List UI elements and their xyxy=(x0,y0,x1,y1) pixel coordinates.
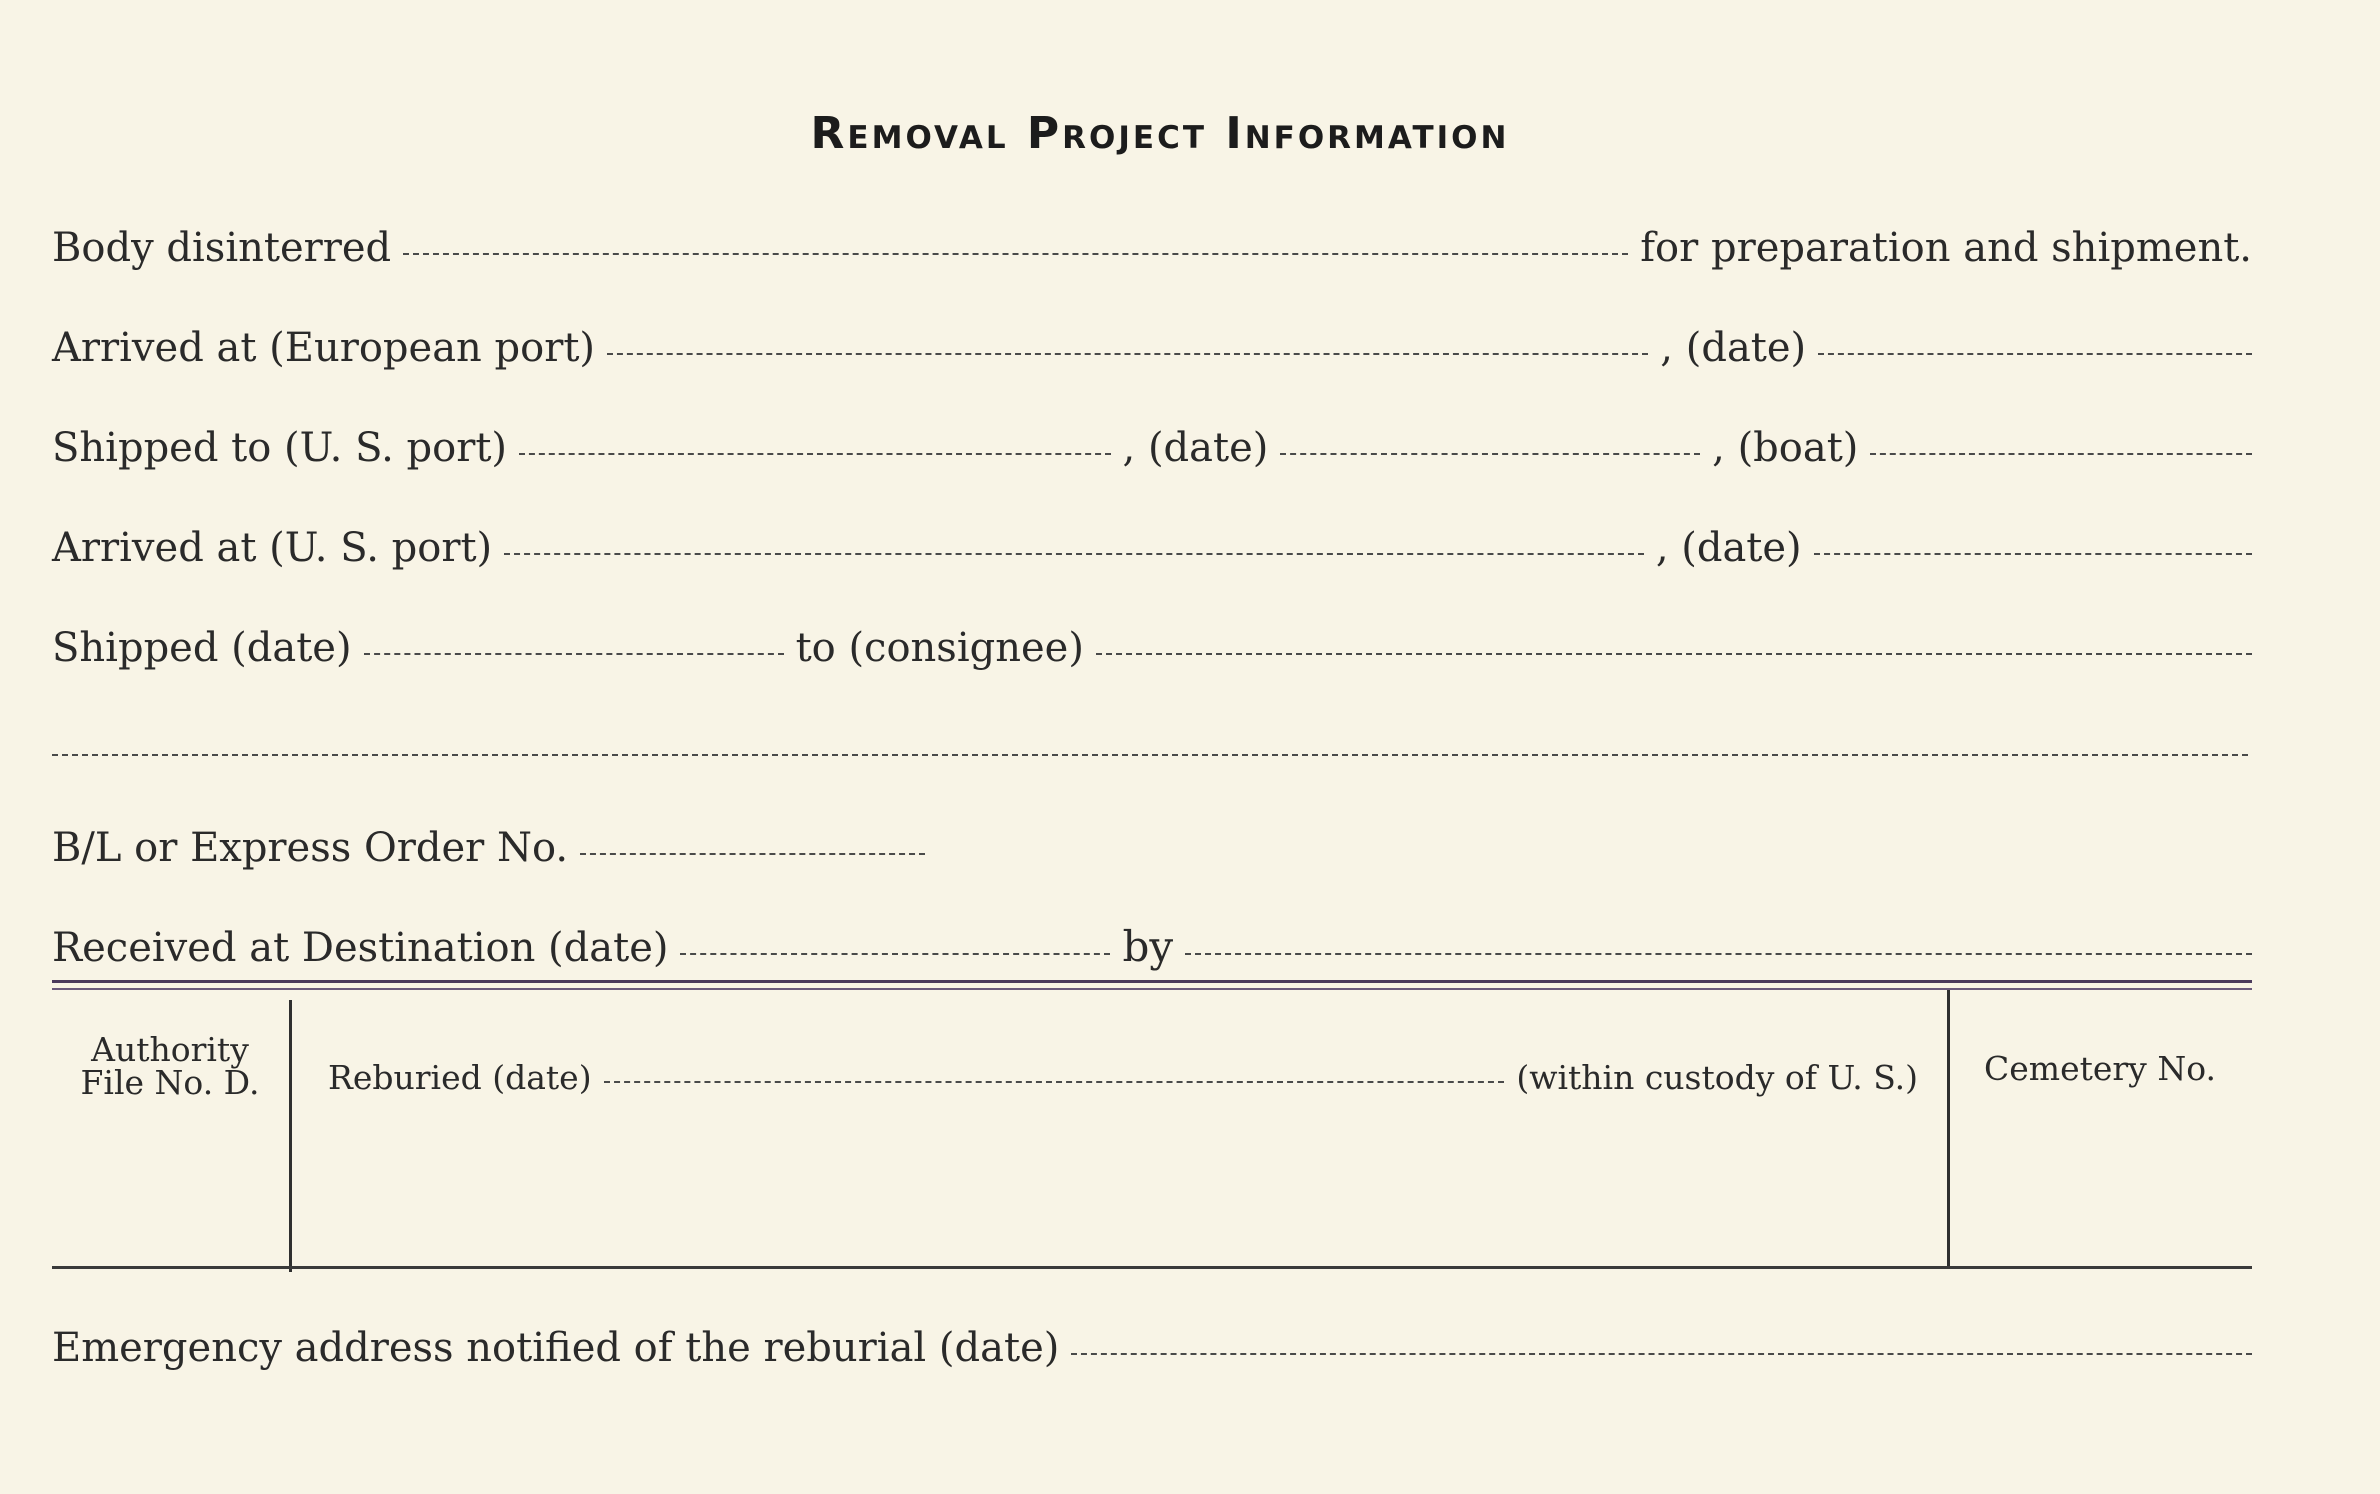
bl-order-row xyxy=(52,825,2252,871)
shipped-us-row xyxy=(52,425,2252,471)
arrived-us-row xyxy=(52,525,2252,571)
consignee-continuation-field[interactable] xyxy=(52,754,2248,756)
emergency-label: Emergency address notified of the reburial (date) xyxy=(52,1325,1060,1371)
arrived-us-port-field[interactable] xyxy=(504,553,1644,555)
shipped-date-row xyxy=(52,625,2252,671)
boat-field[interactable] xyxy=(1870,453,2252,455)
consignee-label: to (consignee) xyxy=(795,625,1084,671)
body-disinterred-label: Body disinterred xyxy=(52,225,392,271)
received-label: Received at Destination (date) xyxy=(52,925,669,971)
bl-order-label: B/L or Express Order No. xyxy=(52,825,569,871)
arrived-us-date-field[interactable] xyxy=(1814,553,2252,555)
body-disinterred-row xyxy=(52,225,2252,271)
shipped-us-date-field[interactable] xyxy=(1280,453,1700,455)
european-date-field[interactable] xyxy=(1818,353,2252,355)
authority-label xyxy=(60,1030,280,1102)
body-disinterred-field[interactable] xyxy=(403,253,1628,255)
consignee-field[interactable] xyxy=(1096,653,2252,655)
shipped-us-boat-label: , (boat) xyxy=(1712,425,1859,471)
emergency-date-field[interactable] xyxy=(1071,1353,2252,1355)
received-by-label: by xyxy=(1122,922,1174,971)
authority-line-1: Authority xyxy=(91,1030,249,1069)
table-top-rule-inner xyxy=(52,988,2252,990)
received-date-field[interactable] xyxy=(680,953,1110,955)
reburied-label: Reburied (date) xyxy=(328,1058,592,1097)
european-port-field[interactable] xyxy=(607,353,1648,355)
arrived-us-date-label: , (date) xyxy=(1655,525,1802,571)
table-top-rule xyxy=(52,980,2252,983)
arrived-us-label: Arrived at (U. S. port) xyxy=(52,525,493,571)
body-disinterred-suffix: for preparation and shipment. xyxy=(1640,225,2252,271)
received-row xyxy=(52,922,2252,971)
custody-label: (within custody of U. S.) xyxy=(1516,1058,1918,1097)
shipped-us-date-label: , (date) xyxy=(1122,425,1269,471)
bl-order-field[interactable] xyxy=(580,853,925,855)
arrived-european-date-label: , (date) xyxy=(1660,325,1807,371)
us-port-field[interactable] xyxy=(519,453,1111,455)
emergency-row xyxy=(52,1325,2252,1371)
authority-line-2: File No. D. xyxy=(80,1063,260,1102)
received-by-field[interactable] xyxy=(1185,953,2252,955)
table-bottom-rule xyxy=(52,1266,2252,1269)
shipped-date-field[interactable] xyxy=(364,653,784,655)
cemetery-label: Cemetery No. xyxy=(1984,1049,2216,1088)
page-title: Removal Project Information xyxy=(810,108,1510,159)
authority-divider xyxy=(289,1000,292,1272)
shipped-us-label: Shipped to (U. S. port) xyxy=(52,425,507,471)
shipped-date-label: Shipped (date) xyxy=(52,625,352,671)
reburied-row xyxy=(328,1058,1918,1097)
reburied-date-field[interactable] xyxy=(604,1081,1505,1083)
arrived-european-label: Arrived at (European port) xyxy=(52,325,596,371)
cemetery-divider xyxy=(1947,990,1950,1266)
arrived-european-row xyxy=(52,325,2252,371)
